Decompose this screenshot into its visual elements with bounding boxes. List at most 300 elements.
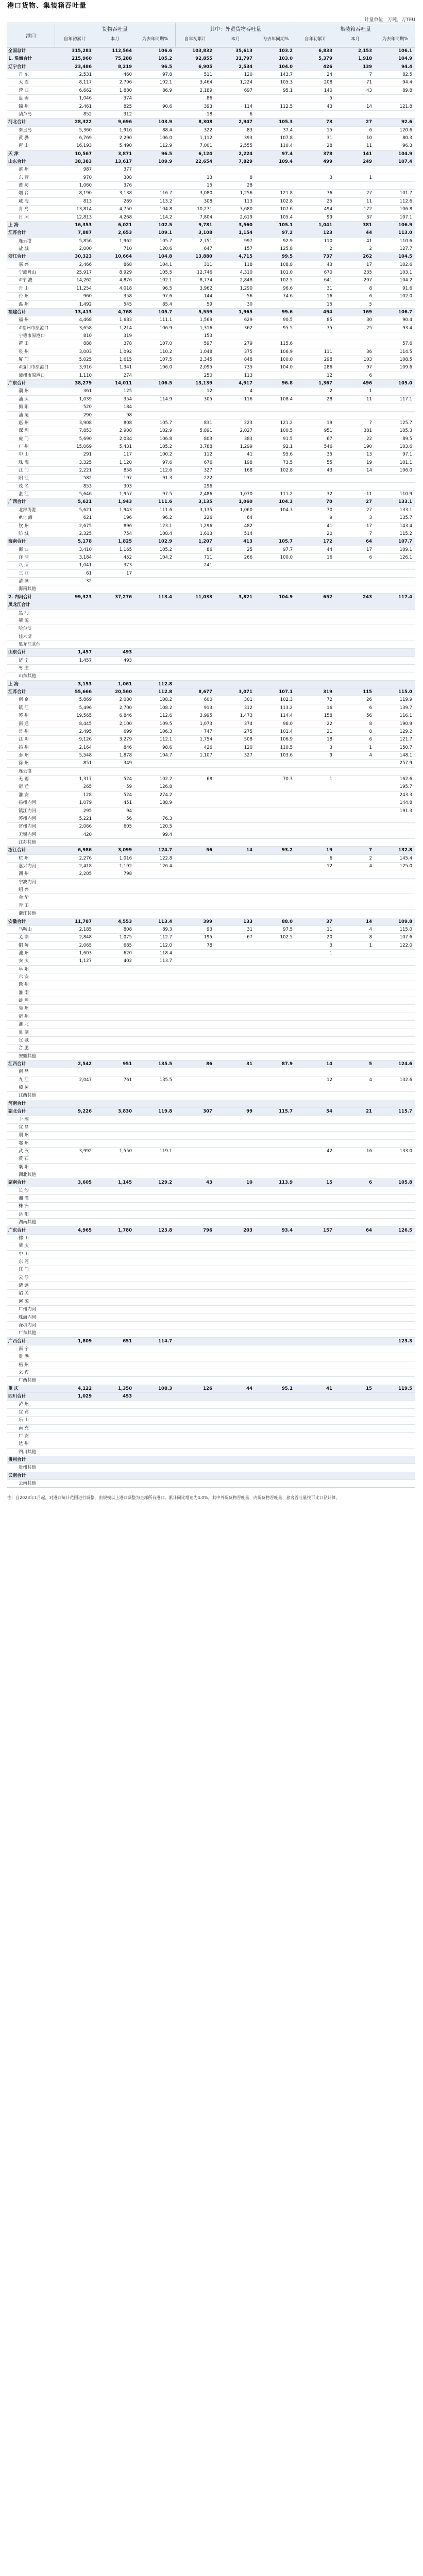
value-cell: 96.5 — [161, 151, 172, 157]
value-cell: 143.7 — [280, 72, 293, 78]
value-cell: 2,027 — [240, 428, 252, 434]
value-cell: 11 — [366, 396, 372, 402]
value-cell: 103.9 — [158, 120, 172, 125]
port-name: 肇 庆 — [19, 1243, 29, 1249]
value-cell: 112.9 — [159, 143, 172, 149]
value-cell: 2,751 — [199, 238, 212, 244]
table-row — [7, 1124, 415, 1132]
value-cell: 104.9 — [398, 151, 412, 157]
value-cell: 493 — [123, 650, 132, 655]
value-cell: 508 — [244, 737, 252, 743]
value-cell: 249 — [363, 159, 372, 165]
value-cell: 5,379 — [318, 56, 332, 62]
value-cell: 135.5 — [158, 1062, 172, 1067]
value-cell: 597 — [204, 341, 212, 347]
throughput-table — [7, 23, 415, 1488]
table-row — [7, 1440, 415, 1448]
value-cell: 670 — [324, 270, 332, 276]
value-cell: 1,207 — [198, 539, 212, 545]
port-name: 中 山 — [19, 1251, 29, 1257]
port-name: 虎 门 — [19, 436, 29, 442]
value-cell: 3 — [329, 175, 332, 180]
value-cell: 2,189 — [199, 88, 212, 93]
table-row — [7, 1132, 415, 1139]
value-cell: 322 — [204, 127, 212, 133]
table-row — [7, 79, 415, 87]
table-group-row — [7, 1100, 415, 1108]
table-row — [7, 855, 415, 863]
port-name: 中 山 — [19, 452, 29, 458]
value-cell: 5,178 — [78, 539, 92, 545]
port-name: 舟 山 — [19, 285, 29, 291]
value-cell: 896 — [123, 523, 132, 529]
table-row — [7, 1211, 415, 1219]
table-row — [7, 942, 415, 950]
table-row — [7, 1013, 415, 1021]
value-cell: 122.0 — [399, 942, 412, 948]
value-cell: 1,060 — [239, 499, 252, 505]
table-row — [7, 1345, 415, 1353]
value-cell: 222 — [204, 476, 212, 481]
value-cell: 133.1 — [398, 499, 412, 505]
table-row — [7, 1045, 415, 1052]
table-row — [7, 1053, 415, 1060]
port-name: 湛 江 — [19, 492, 29, 497]
value-cell: 96.0 — [283, 721, 293, 727]
value-cell: 5,690 — [79, 436, 92, 442]
value-cell: 124.7 — [158, 848, 172, 853]
value-cell: 1,367 — [318, 381, 332, 386]
port-name: 海南其他 — [19, 586, 37, 592]
table-row — [7, 894, 415, 902]
value-cell: 105.8 — [398, 1180, 412, 1186]
value-cell: 120.6 — [159, 246, 172, 251]
port-name: 广州内河 — [19, 1307, 37, 1312]
value-cell: 6,846 — [119, 713, 132, 719]
value-cell: 112.5 — [280, 104, 293, 109]
table-row — [7, 1084, 415, 1092]
value-cell: 120 — [244, 745, 252, 750]
value-cell: 868 — [123, 262, 132, 267]
table-group-row — [7, 847, 415, 854]
value-cell: 118.4 — [159, 950, 172, 956]
value-cell: 112,564 — [112, 48, 132, 54]
value-cell: 4 — [369, 927, 372, 932]
value-cell: 44 — [327, 547, 332, 552]
value-cell: 25 — [247, 547, 252, 552]
port-name: 广东其他 — [19, 1331, 37, 1336]
value-cell: 22 — [327, 721, 332, 727]
value-cell: 127.7 — [399, 246, 412, 251]
value-cell: 16,353 — [75, 222, 92, 228]
value-cell: 6 — [369, 1180, 372, 1186]
table-row — [7, 1251, 415, 1258]
value-cell: 3,135 — [198, 499, 212, 505]
value-cell: 6 — [369, 737, 372, 743]
value-cell: 257.9 — [399, 761, 412, 766]
port-name: 湖北其他 — [19, 1172, 37, 1178]
value-cell: 114.7 — [158, 1338, 172, 1344]
table-row — [7, 633, 415, 641]
value-cell: 109.4 — [279, 159, 293, 165]
value-cell: 852 — [83, 111, 92, 117]
table-row — [7, 451, 415, 459]
port-name: 贵 港 — [19, 1354, 29, 1360]
value-cell: 2,000 — [79, 246, 92, 251]
value-cell: 3,995 — [199, 713, 212, 719]
value-cell: 3,153 — [78, 681, 92, 687]
value-cell: 853 — [83, 483, 92, 489]
value-cell: 1,754 — [199, 737, 212, 743]
value-cell: 102.5 — [280, 935, 293, 940]
port-name: 云 浮 — [19, 1275, 29, 1281]
value-cell: 12 — [207, 389, 212, 394]
value-cell: 312 — [244, 705, 252, 711]
port-name: 深圳内河 — [19, 1322, 37, 1328]
port-name: 宁波舟山 — [19, 270, 37, 276]
value-cell: 452 — [123, 555, 132, 560]
value-cell: 1,965 — [239, 309, 252, 315]
value-cell: 68 — [207, 777, 212, 782]
port-name: 浙江其他 — [19, 911, 37, 917]
value-cell: 676 — [204, 460, 212, 465]
value-cell: 1,061 — [118, 681, 132, 687]
value-cell: 24 — [327, 72, 332, 78]
table-row — [7, 111, 415, 119]
value-cell: 2,947 — [239, 120, 252, 125]
value-cell: 18 — [207, 111, 212, 117]
value-cell: 2 — [369, 246, 372, 251]
value-cell: 6 — [249, 111, 252, 117]
port-name: 辽宁合计 — [8, 64, 26, 70]
value-cell: 1,943 — [119, 507, 132, 513]
value-cell: 112.6 — [159, 468, 172, 474]
table-row — [7, 206, 415, 213]
value-cell: 102.6 — [399, 262, 412, 267]
value-cell: 274 — [123, 373, 132, 378]
value-cell: 37 — [326, 919, 332, 924]
value-cell: 44 — [246, 1386, 252, 1391]
value-cell: 113.7 — [159, 958, 172, 964]
value-cell: 104.9 — [279, 594, 293, 600]
value-cell: 101.0 — [280, 270, 293, 276]
table-row — [7, 1282, 415, 1290]
value-cell: 2,461 — [79, 104, 92, 109]
value-cell: 1,473 — [240, 713, 252, 719]
port-name: 来 宾 — [19, 1370, 29, 1376]
value-cell: 27 — [366, 499, 372, 505]
value-cell: 1,041 — [318, 222, 332, 228]
value-cell: 381 — [363, 222, 372, 228]
table-row — [7, 617, 415, 625]
table-row — [7, 752, 415, 760]
header-sub-yoy: 为去年同期% — [262, 37, 289, 42]
port-name: 青 岛 — [19, 207, 29, 212]
table-group-row — [7, 1060, 415, 1068]
value-cell: 104.2 — [399, 278, 412, 283]
value-cell: 25,917 — [76, 270, 92, 276]
port-name: 广东合计 — [8, 1227, 26, 1233]
value-cell: 1,092 — [119, 349, 132, 355]
value-cell: 12,746 — [197, 270, 212, 276]
port-name: 河南合计 — [8, 1101, 26, 1106]
table-group-row — [7, 380, 415, 388]
value-cell: 103 — [363, 357, 372, 363]
value-cell: 99.4 — [162, 832, 172, 837]
value-cell: 15 — [327, 127, 332, 133]
value-cell: 123.1 — [159, 523, 172, 529]
value-cell: 7,853 — [79, 428, 92, 434]
value-cell: 4,917 — [239, 381, 252, 386]
value-cell: 97.6 — [162, 294, 172, 299]
unit-note: 计量单位：万吨，万TEU — [364, 18, 415, 23]
value-cell: 1,120 — [119, 460, 132, 465]
value-cell: 42 — [327, 1148, 332, 1154]
port-name: 威 海 — [19, 198, 29, 204]
table-group-row — [7, 119, 415, 126]
value-cell: 2 — [329, 389, 332, 394]
value-cell: 119.5 — [398, 1386, 412, 1391]
table-row — [7, 475, 415, 482]
port-name: 镇 江 — [19, 705, 29, 711]
table-row — [7, 1029, 415, 1037]
port-name: 肇 源 — [19, 618, 29, 624]
table-row — [7, 1092, 415, 1100]
value-cell: 56 — [366, 713, 372, 719]
value-cell: 198 — [244, 460, 252, 465]
value-cell: 8,190 — [79, 191, 92, 196]
table-row — [7, 973, 415, 981]
value-cell: 107.6 — [280, 207, 293, 212]
port-name: 广东合计 — [8, 381, 26, 386]
value-cell: 145.4 — [399, 855, 412, 861]
value-cell: 5,431 — [119, 444, 132, 449]
value-cell: 215,960 — [72, 56, 92, 62]
table-header — [7, 23, 415, 47]
value-cell: 6,986 — [78, 848, 92, 853]
value-cell: 2,276 — [79, 855, 92, 861]
value-cell: 825 — [123, 104, 132, 109]
port-name: 台 州 — [19, 294, 29, 299]
value-cell: 2,065 — [79, 942, 92, 948]
value-cell: 735 — [244, 365, 252, 371]
value-cell: 3,464 — [199, 80, 212, 86]
value-cell: 196 — [123, 515, 132, 521]
port-name: 达 州 — [19, 1441, 29, 1447]
value-cell: 848 — [244, 357, 252, 363]
value-cell: 124.6 — [398, 1062, 412, 1067]
value-cell: 110 — [324, 238, 332, 244]
value-cell: 28 — [327, 396, 332, 402]
port-name: 黑 河 — [19, 610, 29, 616]
table-row — [7, 1195, 415, 1203]
table-group-row — [7, 1338, 415, 1345]
table-row — [7, 672, 415, 680]
value-cell: 888 — [83, 341, 92, 347]
table-row — [7, 103, 415, 111]
table-row — [7, 989, 415, 997]
value-cell: 107.6 — [399, 935, 412, 940]
value-cell: 1,916 — [119, 127, 132, 133]
value-cell: 1,165 — [119, 547, 132, 552]
value-cell: 16 — [327, 705, 332, 711]
port-name: 北部湾港 — [19, 507, 37, 513]
value-cell: 157 — [244, 246, 252, 251]
value-cell: 8 — [369, 285, 372, 291]
value-cell: 126.5 — [398, 1227, 412, 1233]
value-cell: 354 — [123, 396, 132, 402]
table-group-row — [7, 1393, 415, 1401]
value-cell: 139 — [363, 64, 372, 70]
table-row — [7, 1242, 415, 1250]
value-cell: 641 — [324, 278, 332, 283]
port-name: 金 华 — [19, 895, 29, 901]
table-row — [7, 87, 415, 95]
table-row — [7, 142, 415, 150]
table-row — [7, 950, 415, 957]
value-cell: 106.3 — [159, 729, 172, 734]
value-cell: 378 — [323, 151, 332, 157]
value-cell: 8 — [369, 935, 372, 940]
value-cell: 59 — [126, 784, 132, 790]
port-name: 上 海 — [8, 681, 19, 687]
table-row — [7, 293, 415, 300]
port-name: 东 营 — [19, 175, 29, 180]
port-name: 九 江 — [19, 1077, 29, 1083]
value-cell: 375 — [244, 349, 252, 355]
value-cell: 710 — [123, 246, 132, 251]
value-cell: 44 — [366, 230, 372, 236]
value-cell: 2,221 — [79, 468, 92, 474]
value-cell: 128 — [83, 792, 92, 798]
table-group-row — [7, 538, 415, 546]
table-row — [7, 1329, 415, 1337]
table-group-row — [7, 222, 415, 229]
value-cell: 97.4 — [282, 151, 293, 157]
port-name: 厦 门 — [19, 357, 29, 363]
value-cell: 38,279 — [75, 381, 92, 386]
value-cell: 1,154 — [239, 230, 252, 236]
header-sub-cum: 自年初累计 — [184, 37, 207, 42]
value-cell: 56 — [126, 816, 132, 821]
value-cell: 262 — [363, 254, 372, 260]
port-name: 泰 州 — [19, 752, 29, 758]
value-cell: 1,224 — [240, 80, 252, 86]
table-row — [7, 1140, 415, 1148]
header-foreign-trade: 其中：外贸货物吞吐量 — [210, 27, 261, 32]
table-row — [7, 728, 415, 736]
value-cell: 1,683 — [119, 317, 132, 323]
value-cell: 1,880 — [119, 88, 132, 93]
value-cell: 41 — [327, 523, 332, 529]
port-name: 扬 州 — [19, 745, 29, 750]
value-cell: 8,308 — [198, 120, 212, 125]
table-row — [7, 625, 415, 633]
value-cell: 3,916 — [79, 365, 92, 371]
value-cell: 17 — [366, 262, 372, 267]
value-cell: 3,071 — [239, 689, 252, 695]
value-cell: 7 — [369, 848, 372, 853]
value-cell: 112.8 — [158, 681, 172, 687]
value-cell: 2,700 — [119, 705, 132, 711]
value-cell: 103.0 — [279, 56, 293, 62]
table-row — [7, 332, 415, 340]
value-cell: 393 — [244, 135, 252, 141]
value-cell: 2 — [369, 855, 372, 861]
value-cell: 195 — [204, 935, 212, 940]
port-name: 东 莞 — [19, 1259, 29, 1265]
port-name: 安 庆 — [19, 958, 29, 964]
value-cell: 38,383 — [75, 159, 92, 165]
table-row — [7, 744, 415, 752]
value-cell: 107.1 — [279, 689, 293, 695]
port-name: 淮 南 — [19, 990, 29, 996]
value-cell: 116 — [244, 396, 252, 402]
value-cell: 7,887 — [78, 230, 92, 236]
value-cell: 4,768 — [118, 309, 132, 315]
table-group-row — [7, 1108, 415, 1116]
value-cell: 113.4 — [158, 594, 172, 600]
value-cell: 184 — [123, 405, 132, 410]
value-cell: 82.5 — [402, 72, 412, 78]
table-row — [7, 340, 415, 348]
port-name: 滨 州 — [19, 167, 29, 173]
value-cell: 3,279 — [119, 737, 132, 743]
table-row — [7, 1274, 415, 1282]
value-cell: 172 — [323, 539, 332, 545]
port-name: 湖南其他 — [19, 1220, 37, 1225]
port-name: 江苏其他 — [19, 839, 37, 845]
value-cell: 105.3 — [399, 428, 412, 434]
value-cell: 97.1 — [402, 452, 412, 458]
value-cell: 1,214 — [119, 325, 132, 331]
value-cell: 620 — [123, 950, 132, 956]
value-cell: 114.4 — [280, 713, 293, 719]
table-row — [7, 238, 415, 245]
value-cell: 75 — [327, 325, 332, 331]
port-name: 宜 昌 — [19, 1124, 29, 1130]
port-name: 温 州 — [19, 301, 29, 307]
value-cell: 103,832 — [192, 48, 212, 54]
table-row — [7, 1258, 415, 1266]
table-row — [7, 578, 415, 585]
value-cell: 1 — [369, 745, 372, 750]
value-cell: 298 — [324, 357, 332, 363]
table-row — [7, 435, 415, 443]
value-cell: 106.9 — [398, 222, 412, 228]
value-cell: 13 — [207, 175, 212, 180]
value-cell: 6,662 — [79, 88, 92, 93]
port-name: 常州内河 — [19, 824, 37, 830]
value-cell: 15,069 — [76, 444, 92, 449]
table-row — [7, 768, 415, 776]
value-cell: 113.2 — [159, 198, 172, 204]
value-cell: 1,780 — [118, 1227, 132, 1233]
port-name: 天 津 — [8, 151, 19, 157]
header-sub-cum: 自年初累计 — [304, 37, 327, 42]
table-row — [7, 570, 415, 578]
port-name: 宿 迁 — [19, 784, 29, 790]
value-cell: 327 — [204, 468, 212, 474]
value-cell: 1,145 — [118, 1180, 132, 1186]
table-row — [7, 704, 415, 712]
value-cell: 514 — [244, 531, 252, 536]
table-row — [7, 1480, 415, 1488]
port-name: 南 昌 — [19, 1069, 29, 1075]
table-row — [7, 863, 415, 870]
value-cell: 1,613 — [199, 531, 212, 536]
value-cell: 413 — [243, 539, 252, 545]
